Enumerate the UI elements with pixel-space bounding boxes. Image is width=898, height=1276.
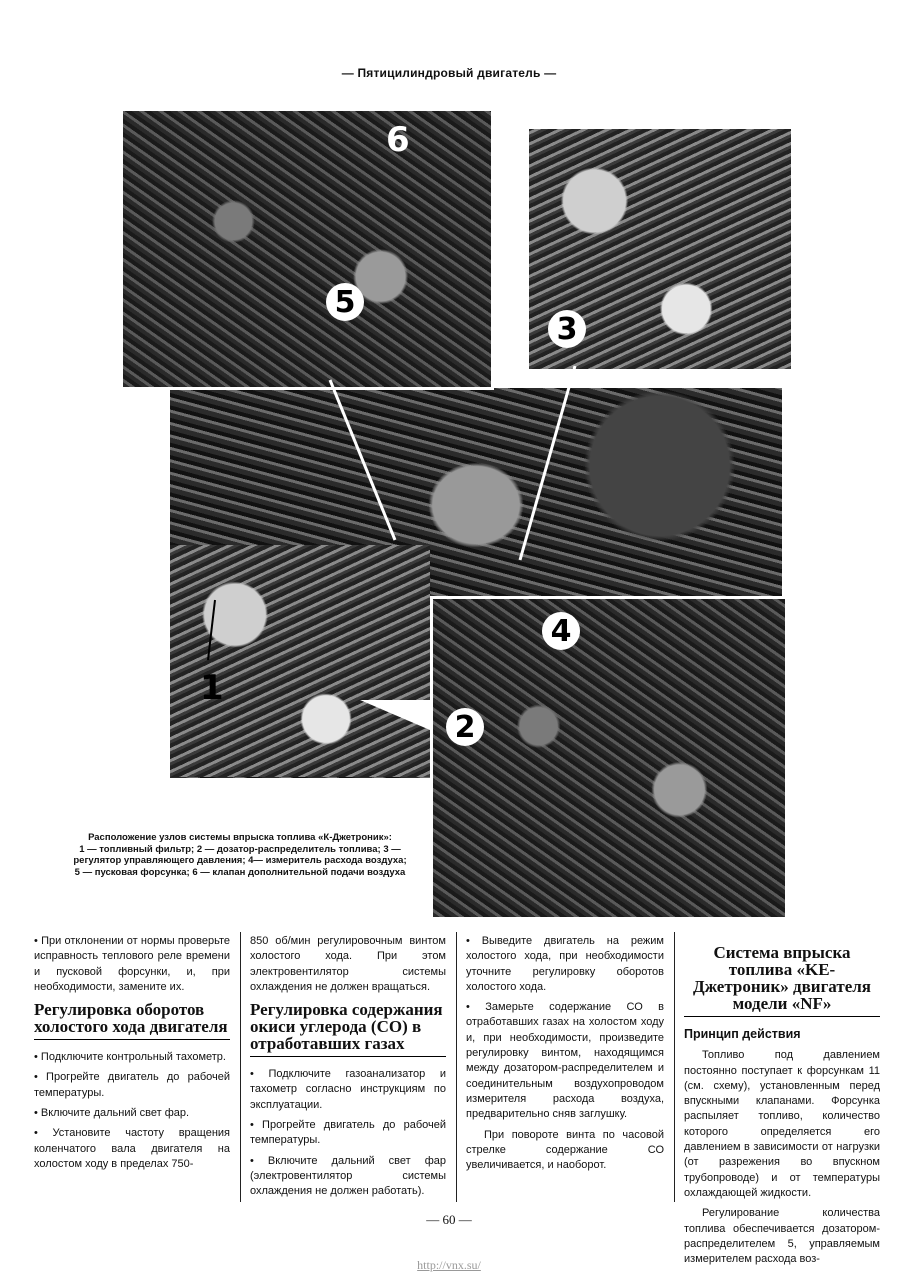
column-divider: [240, 932, 241, 1202]
callout-6: 6: [386, 120, 410, 160]
paragraph: 850 об/мин регулировочным винтом холостого хода. При этом электровентилятор системы охлаждения не должен вращаться.: [250, 935, 446, 993]
paragraph: • Включите дальний свет фар.: [34, 1107, 190, 1120]
section-heading-idle-speed: Регулировка оборотов холостого хода двигателя: [34, 1001, 230, 1040]
callout-3: 3: [548, 310, 586, 348]
callout-4: 4: [542, 612, 580, 650]
paragraph: • Замерьте содержание СО в отработавших газах на холостом ходу и, при необходимости, произведите регулировку винтом, находящимся между дозатором-распределителем и соединительным воздухопроводом измерителя расхода воздуха, предварительно сняв заглушку.: [466, 1001, 664, 1121]
subsection-heading-principle: Принцип действия: [684, 1027, 801, 1041]
paragraph: При повороте винта по часовой стрелке содержание СО увеличивается, и наоборот.: [466, 1128, 664, 1172]
paragraph: Регулирование количества топлива обеспечивается дозатором-распределителем 5, управляемым измерителем расхода воз-: [684, 1207, 880, 1266]
column-3: [466, 934, 664, 1178]
column-1: [34, 934, 230, 1177]
caption-title: Расположение узлов системы впрыска топлива «К-Джетроник»:: [88, 832, 392, 843]
callout-5: 5: [326, 283, 364, 321]
caption-body: 1 — топливный фильтр; 2 — дозатор-распределитель топлива; 3 — регулятор управляющего давления; 4— измеритель расхода воздуха; 5 — пусковая форсунка; 6 — клапан дополнительной подачи воздуха: [73, 843, 407, 878]
paragraph: • Подключите контрольный тахометр.: [34, 1051, 226, 1064]
detail-photo-bottom-right: [430, 596, 788, 920]
section-heading-ke-jetronic: Система впрыска топлива «KE-Джетроник» двигателя модели «NF»: [684, 944, 880, 1017]
figure-caption: [70, 832, 410, 878]
detail-photo-top-left: [120, 108, 494, 390]
source-url-link[interactable]: http://vnx.su/: [417, 1258, 481, 1272]
column-divider: [674, 932, 675, 1202]
column-2: [250, 934, 446, 1205]
page-number: — 60 —: [426, 1212, 472, 1227]
paragraph: • Выведите двигатель на режим холостого хода, при необходимости уточните регулировку оборотов холостого хода.: [466, 935, 664, 993]
detail-photo-bottom-left: [170, 545, 430, 777]
running-header: — Пятицилиндровый двигатель —: [341, 66, 557, 80]
column-divider: [456, 932, 457, 1202]
paragraph: • Установите частоту вращения коленчатого вала двигателя на холостом ходу в пределах 750-: [34, 1127, 230, 1170]
callout-2: 2: [446, 708, 484, 746]
paragraph: • При отклонении от нормы проверьте исправность теплового реле времени и пусковой форсунки, и, при необходимости, замените их.: [34, 935, 230, 993]
paragraph: • Подключите газоанализатор и тахометр согласно инструкциям по эксплуатации.: [250, 1068, 446, 1111]
paragraph: • Прогрейте двигатель до рабочей температуры.: [34, 1071, 230, 1099]
paragraph: • Включите дальний свет фар (электровентилятор системы охлаждения не должен работать).: [250, 1154, 446, 1198]
callout-1: 1: [200, 668, 224, 708]
paragraph: Топливо под давлением постоянно поступает к форсункам 11 (см. схему), установленным перед впускными клапанами. Форсунка распыляет топливо, количество которого определяется его давлением в зависимости от нагрузки (от разрежения во впускном трубопроводе) и от температуры охлаждающей жидкости.: [684, 1049, 880, 1199]
paragraph: • Прогрейте двигатель до рабочей температуры.: [250, 1119, 446, 1147]
section-heading-co-adjustment: Регулировка содержания окиси углерода (СО) в отработавших газах: [250, 1001, 446, 1057]
